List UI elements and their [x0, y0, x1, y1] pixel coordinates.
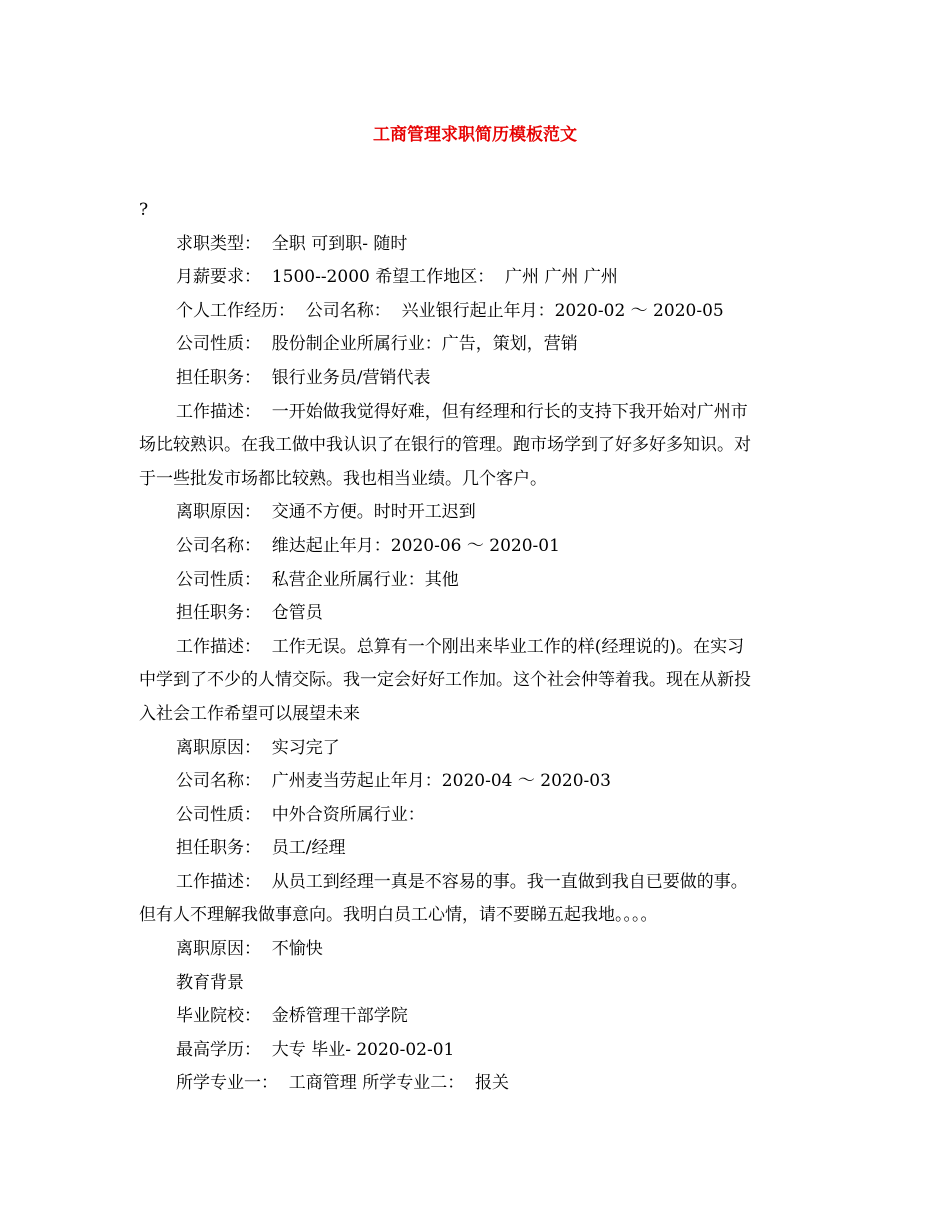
body-line: 所学专业一： 工商管理 所学专业二： 报关	[176, 1073, 510, 1094]
body-line: 公司性质： 私营企业所属行业：其他	[176, 569, 459, 590]
body-line: 求职类型： 全职 可到职- 随时	[176, 233, 408, 254]
body-line: 离职原因： 实习完了	[176, 737, 340, 758]
body-line: 公司性质： 中外合资所属行业：	[176, 804, 425, 825]
body-line: 工作描述： 从员工到经理一真是不容易的事。我一直做到我自已要做的事。	[176, 871, 748, 892]
body-line: 最高学历： 大专 毕业- 2020-02-01	[176, 1039, 455, 1060]
body-line: 离职原因： 不愉快	[176, 939, 323, 960]
body-line: 公司名称： 广州麦当劳起止年月：2020-04 ～ 2020-03	[176, 771, 611, 792]
body-line: 担任职务： 银行业务员/营销代表	[176, 367, 431, 388]
body-line: 中学到了不少的人情交际。我一定会好好工作加。这个社会仲等着我。现在从新投	[139, 670, 751, 691]
body-line: 担任职务： 仓管员	[176, 603, 323, 624]
body-line: 于一些批发市场都比较熟。我也相当业绩。几个客户。	[139, 468, 547, 489]
body-line: 公司性质： 股份制企业所属行业：广告，策划，营销	[176, 334, 578, 355]
body-line: ?	[139, 200, 149, 220]
body-line: 场比较熟识。在我工做中我认识了在银行的管理。跑市场学到了好多好多知识。对	[139, 435, 751, 456]
body-line: 担任职务： 员工/经理	[176, 838, 346, 859]
body-line: 个人工作经历： 公司名称： 兴业银行起止年月：2020-02 ～ 2020-05	[176, 300, 724, 321]
document-title: 工商管理求职简历模板范文	[373, 125, 577, 145]
body-line: 公司名称： 维达起止年月：2020-06 ～ 2020-01	[176, 535, 560, 556]
body-line: 离职原因： 交通不方便。时时开工迟到	[176, 502, 476, 523]
section-heading: 教育背景	[176, 972, 244, 993]
body-line: 月薪要求： 1500--2000 希望工作地区： 广州 广州 广州	[176, 267, 618, 288]
document-body	[139, 194, 814, 1101]
body-line: 工作描述： 工作无误。总算有一个刚出来毕业工作的样(经理说的)。在实习	[176, 636, 745, 657]
body-line: 入社会工作希望可以展望未来	[139, 703, 360, 724]
body-line: 工作描述： 一开始做我觉得好难，但有经理和行长的支持下我开始对广州市	[176, 401, 748, 422]
body-line: 毕业院校： 金桥管理干部学院	[176, 1006, 408, 1027]
body-line: 但有人不理解我做事意向。我明白员工心情，请不要睇五起我地。。。。	[139, 905, 658, 926]
